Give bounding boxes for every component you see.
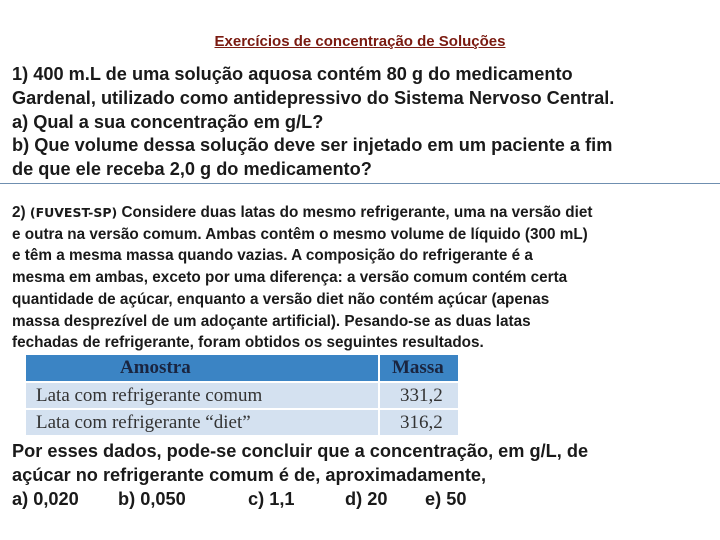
answer-option-b: b) 0,050 bbox=[118, 488, 186, 509]
question-1-line: 1) 400 m.L de uma solução aquosa contém 80 g do medicamento bbox=[12, 64, 573, 84]
table-header-row bbox=[26, 355, 459, 382]
conclusion-line: Por esses dados, pode-se concluir que a concentração, em g/L, de bbox=[12, 441, 589, 461]
question-1-line: de que ele receba 2,0 g do medicamento? bbox=[12, 159, 372, 180]
answer-options bbox=[12, 488, 712, 512]
page-title: Exercícios de concentração de Soluções bbox=[214, 33, 506, 50]
question-2 bbox=[12, 202, 712, 354]
question-2-text: Considere duas latas do mesmo refrigerante, uma na versão diet bbox=[121, 204, 593, 221]
question-1-line: Gardenal, utilizado como antidepressivo do Sistema Nervoso Central. bbox=[12, 87, 615, 108]
column-header-sample: Amostra bbox=[26, 355, 379, 382]
conclusion-line: açúcar no refrigerante comum é de, aproximadamente, bbox=[12, 464, 487, 485]
answer-option-a: a) 0,020 bbox=[12, 488, 79, 509]
table-cell-mass: 316,2 bbox=[379, 409, 459, 435]
question-2-line: e outra na versão comum. Ambas contêm o mesmo volume de líquido (300 mL) bbox=[12, 225, 588, 243]
answer-option-d: d) 20 bbox=[345, 488, 388, 509]
question-1-line: a) Qual a sua concentração em g/L? bbox=[12, 111, 324, 132]
table-cell-sample: Lata com refrigerante comum bbox=[26, 382, 379, 409]
question-1-line: b) Que volume dessa solução deve ser injetado em um paciente a fim bbox=[12, 135, 613, 156]
question-2-line: e têm a mesma massa quando vazias. A composição do refrigerante é a bbox=[12, 247, 533, 265]
answer-option-e: e) 50 bbox=[425, 488, 467, 509]
question-2-first-line bbox=[12, 202, 712, 224]
table-row bbox=[26, 409, 459, 435]
question-1 bbox=[12, 63, 712, 182]
table-cell-mass: 331,2 bbox=[379, 382, 459, 409]
question-2-number: 2) bbox=[12, 204, 26, 221]
table-cell-sample: Lata com refrigerante “diet” bbox=[26, 409, 379, 435]
question-2-line: massa desprezível de um adoçante artificial). Pesando-se as duas latas bbox=[12, 312, 531, 330]
answer-option-c: c) 1,1 bbox=[248, 488, 295, 509]
question-2-line: fechadas de refrigerante, foram obtidos os seguintes resultados. bbox=[12, 334, 484, 352]
column-header-mass: Massa bbox=[379, 355, 459, 382]
section-divider bbox=[0, 183, 720, 184]
table-row bbox=[26, 382, 459, 409]
results-table bbox=[26, 355, 460, 435]
question-2-line: mesma em ambas, exceto por uma diferença: a versão comum contém certa bbox=[12, 269, 568, 287]
question-2-source: (FUVEST-SP) bbox=[29, 205, 118, 220]
question-2-conclusion bbox=[12, 440, 712, 511]
question-2-line: quantidade de açúcar, enquanto a versão diet não contém açúcar (apenas bbox=[12, 290, 550, 308]
